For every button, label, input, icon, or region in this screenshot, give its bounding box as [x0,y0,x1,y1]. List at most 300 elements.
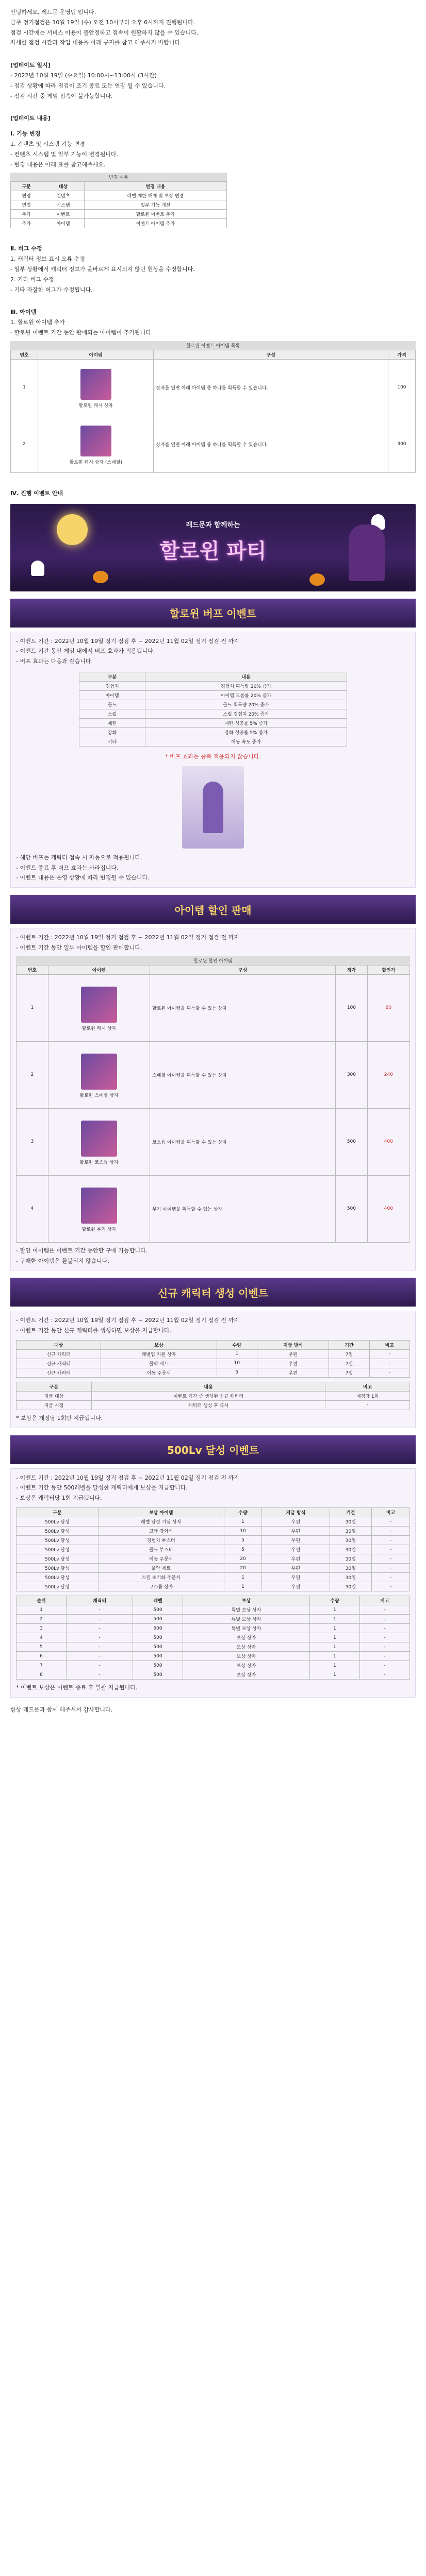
table-row [17,1536,410,1545]
buff-bottom-line: - 해당 버프는 캐릭터 접속 시 자동으로 적용됩니다. [16,854,142,861]
item-no: 1 [11,359,38,416]
table-cell: - [67,1670,133,1680]
table-cell: 6 [17,1652,67,1661]
table-cell: 할로윈 이벤트 추가 [84,210,226,219]
table-row [79,737,347,746]
sale-bottom-line: - 할인 아이템은 이벤트 기간 동안만 구매 가능합니다. [16,1247,148,1254]
table-cell: 지급 대상 [17,1391,92,1400]
table-cell: 1 [309,1642,359,1652]
new-char-bottom [16,1413,410,1423]
buff-line: - 버프 효과는 다음과 같습니다. [16,658,93,665]
table-header: 보상 아이템 [98,1508,224,1517]
table-cell: 20 [224,1564,262,1573]
sale-item-name: 할로윈 무기 상자 [81,1227,117,1232]
table-cell: 계정당 1회 [325,1391,410,1400]
table-row [11,359,416,416]
table-row [17,1041,410,1108]
table-cell: 500 [133,1633,183,1642]
table-header: 아이템 [48,965,150,974]
table-cell: 물약 세트 [98,1564,224,1573]
table-header: 구성 [150,965,336,974]
table-cell: 1 [309,1615,359,1624]
sale-bottom-line: - 구매한 아이템은 환불되지 않습니다. [16,1257,109,1264]
table-header: 지급 방식 [257,1340,329,1349]
table-cell: 재련 [79,718,145,727]
lv-event-header: 500Lv 달성 이벤트 [10,1435,416,1464]
table-cell: 500 [133,1624,183,1633]
table-cell: 물약 세트 [101,1359,217,1368]
table-cell: 우편 [262,1564,330,1573]
table-cell: - [359,1615,409,1624]
table-cell: 1 [224,1573,262,1582]
table-cell: 7일 [329,1349,369,1359]
buff-character-image [182,766,244,849]
table-cell: 7 [17,1661,67,1670]
bug-heading: Ⅱ. 버그 수정 [10,245,42,252]
lv-rank-table [16,1596,410,1680]
system-desc-line: - 변경 내용은 아래 표를 참고해주세요. [10,161,106,168]
table-cell: 20 [224,1554,262,1564]
table-cell: 30일 [330,1554,372,1564]
table-cell: 이동 주문서 [101,1368,217,1377]
buff-bottom-line: - 이벤트 종료 후 버프 효과는 사라집니다. [16,864,119,871]
table-cell: 지급 시점 [17,1400,92,1410]
table-cell: 1 [309,1633,359,1642]
table-cell: 골드 획득량 20% 증가 [145,700,347,709]
table-cell: 500Lv 달성 [17,1517,99,1527]
sale-item-image [81,1188,117,1224]
table-header: 구분 [79,672,145,681]
item-table-title: 할로윈 이벤트 아이템 목록 [10,341,416,350]
table-row [79,718,347,727]
item-name-cell [38,359,154,416]
table-row [17,1527,410,1536]
table-cell: - [67,1624,133,1633]
schedule-line: - 점검 상황에 따라 점검이 조기 종료 또는 연장 될 수 있습니다. [10,82,166,89]
system-table [10,181,227,228]
table-cell: 500 [133,1605,183,1615]
table-cell: 1 [309,1652,359,1661]
table-header: 기간 [330,1508,372,1517]
system-heading: Ⅰ. 기능 변경 [10,130,41,138]
table-cell: 1 [309,1605,359,1615]
table-cell: 보상 상자 [183,1642,310,1652]
table-row [17,1349,410,1359]
table-cell: - [369,1349,409,1359]
lv-bottom [16,1683,410,1693]
table-cell: 보상 상자 [183,1652,310,1661]
item-desc: 상자를 열면 아래 아이템 중 하나를 획득할 수 있습니다. [154,359,388,416]
item-table [10,350,416,473]
system-table-wrap [10,173,227,228]
table-header: 비고 [369,1340,409,1349]
table-cell: 일부 기능 개선 [84,200,226,210]
item-price: 300 [388,416,415,472]
lv-event-block [10,1468,416,1698]
sale-desc: 무기 아이템을 획득할 수 있는 상자 [150,1175,336,1242]
item-line: - 할로윈 이벤트 기간 동안 판매되는 아이템이 추가됩니다. [10,329,153,336]
intro-line: 자세한 점검 시간과 작업 내용을 아래 공지를 참고 해주시기 바랍니다. [10,39,182,46]
table-row [17,974,410,1041]
table-header: 구분 [17,1508,99,1517]
table-cell: 변경 [11,191,42,200]
item-name-cell [38,416,154,472]
table-header: 변경 내용 [84,182,226,191]
table-header: 구성 [154,350,388,359]
item-lines [10,317,416,338]
table-cell: 우편 [262,1536,330,1545]
table-row [11,219,227,228]
table-cell: 500Lv 달성 [17,1573,99,1582]
lv-line: - 이벤트 기간 : 2022년 10월 19일 정기 점검 후 ~ 2022년 11월 02일 정기 점검 전 까지 [16,1474,239,1481]
new-char-table [16,1340,410,1378]
table-header: 할인가 [367,965,409,974]
table-header: 내용 [91,1382,325,1391]
sale-item-image [81,1054,117,1090]
table-row [11,210,227,219]
table-cell: 1 [309,1670,359,1680]
pumpkin-icon [309,573,325,586]
table-cell: 500Lv 달성 [17,1536,99,1545]
buff-line: - 이벤트 기간 동안 게임 내에서 버프 효과가 적용됩니다. [16,648,155,655]
table-cell: 500Lv 달성 [17,1554,99,1564]
table-cell: 500 [133,1670,183,1680]
table-header: 수량 [309,1596,359,1605]
table-cell: 아이템 [42,219,84,228]
table-cell: 보상 상자 [183,1670,310,1680]
table-cell: 우편 [262,1545,330,1554]
table-row [11,200,227,210]
schedule-lines [10,71,416,101]
table-cell: - [359,1661,409,1670]
item-name: 할로윈 캐시 상자 [78,403,113,409]
table-cell: 우편 [262,1527,330,1536]
table-cell: 고급 강화석 [98,1527,224,1536]
sale-line: - 이벤트 기간 동안 일부 아이템을 할인 판매합니다. [16,944,142,951]
new-char-event-block [10,1311,416,1428]
table-cell: - [325,1400,410,1410]
pumpkin-icon [93,571,108,583]
table-row [79,690,347,700]
table-row [79,681,347,690]
table-cell: 골드 [79,700,145,709]
buff-note: * 버프 효과는 중복 적용되지 않습니다. [165,753,261,760]
buff-event-block [10,632,416,888]
system-table-title: 변경 내용 [10,173,227,181]
table-header: 보상 [183,1596,310,1605]
table-cell: 2 [17,1615,67,1624]
table-cell: - [372,1527,410,1536]
table-cell: - [369,1368,409,1377]
table-cell: 강화 성공률 5% 증가 [145,727,347,737]
system-sub1: 1. 컨텐츠 및 시스템 기능 변경 [10,140,85,147]
sale-discount-price: 400 [367,1108,409,1175]
buff-bottom [16,853,410,883]
table-row [17,1368,410,1377]
closing-lines [10,1705,416,1715]
table-header: 캐릭터 [67,1596,133,1605]
table-header: 순위 [17,1596,67,1605]
table-cell: 30일 [330,1564,372,1573]
table-cell: - [372,1573,410,1582]
table-row [17,1615,410,1624]
table-cell: 이벤트 [42,210,84,219]
table-cell: - [359,1670,409,1680]
table-header: 번호 [17,965,48,974]
table-cell: 스킬 경험치 20% 증가 [145,709,347,718]
sale-discount-price: 400 [367,1175,409,1242]
sale-event-block [10,928,416,1270]
table-cell: 컨텐츠 [42,191,84,200]
table-cell: 8 [17,1670,67,1680]
table-row [17,1642,410,1652]
table-row [17,1108,410,1175]
table-row [11,416,416,472]
table-cell: 재련 성공률 5% 증가 [145,718,347,727]
item-desc: 상자를 열면 아래 아이템 중 하나를 획득할 수 있습니다. [154,416,388,472]
table-cell: 추가 [11,210,42,219]
table-cell: 경험치 [79,681,145,690]
table-cell: 1 [217,1349,257,1359]
schedule-line: - 2022년 10월 19일 (수요일) 10:00시~13:00시 (3시간) [10,72,157,79]
sale-discount-price: 80 [367,974,409,1041]
table-cell: 우편 [262,1582,330,1591]
table-cell: 10 [224,1527,262,1536]
table-cell: 코스튬 상자 [98,1582,224,1591]
table-header: 기간 [329,1340,369,1349]
item-box-image [80,426,111,456]
intro-line: 안녕하세요, 레드문 운영팀 입니다. [10,9,96,15]
sale-no: 4 [17,1175,48,1242]
table-cell: 강화 [79,727,145,737]
table-row [79,700,347,709]
sale-lines [16,933,410,953]
table-row [11,191,227,200]
table-cell: - [359,1605,409,1615]
schedule-heading: [업데이트 일시] [10,62,51,69]
lv-bottom-line: * 이벤트 보상은 이벤트 종료 후 일괄 지급됩니다. [16,1684,138,1691]
buff-line: - 이벤트 기간 : 2022년 10월 19일 정기 점검 후 ~ 2022년 11월 02일 정기 점검 전 까지 [16,637,239,645]
table-cell: - [359,1652,409,1661]
sale-name-cell [48,1041,150,1108]
sale-bottom [16,1246,410,1266]
table-cell: 레벨업 지원 상자 [101,1349,217,1359]
table-row [79,709,347,718]
table-cell: 4 [17,1633,67,1642]
table-cell: 우편 [257,1349,329,1359]
table-cell: 1 [224,1517,262,1527]
table-cell: - [359,1624,409,1633]
table-cell: 1 [309,1624,359,1633]
table-cell: 5 [224,1545,262,1554]
table-cell: 30일 [330,1527,372,1536]
bug-line: - 기타 자잘한 버그가 수정됩니다. [10,286,93,293]
table-cell: 기타 [79,737,145,746]
buff-table [79,672,347,747]
table-cell: - [67,1605,133,1615]
new-char-event-header: 신규 캐릭터 생성 이벤트 [10,1278,416,1307]
table-cell: 500 [133,1661,183,1670]
table-cell: 1 [224,1582,262,1591]
sale-no: 1 [17,974,48,1041]
bug-line: 2. 기타 버그 수정 [10,276,54,283]
table-cell: 5 [217,1368,257,1377]
table-cell: 스킬 [79,709,145,718]
table-header: 대상 [42,182,84,191]
intro-line: 금주 정기점검은 10월 19일 (수) 오전 10시부터 오후 6시까지 진행됩니다. [10,19,195,26]
table-cell: 5 [17,1642,67,1652]
table-row [17,1545,410,1554]
table-row [17,1175,410,1242]
table-cell: 30일 [330,1573,372,1582]
table-header: 비고 [359,1596,409,1605]
table-cell: 아이템 드롭률 20% 증가 [145,690,347,700]
table-cell: 특별 보상 상자 [183,1605,310,1615]
table-row [17,1564,410,1573]
banner-title: 할로윈 파티 [159,539,267,563]
bug-line: - 일부 상황에서 캐릭터 정보가 올바르게 표시되지 않던 현상을 수정합니다. [10,265,195,273]
table-header: 보상 [101,1340,217,1349]
sale-name-cell [48,974,150,1041]
sale-price: 100 [336,974,368,1041]
table-cell: - [67,1633,133,1642]
table-cell: 30일 [330,1517,372,1527]
table-row [17,1624,410,1633]
new-char-lines [16,1315,410,1336]
table-cell: 이벤트 기간 중 생성된 신규 캐릭터 [91,1391,325,1400]
table-header: 아이템 [38,350,154,359]
intro-line: 점검 시간에는 서비스 이용이 불안정하고 접속이 원활하지 않을 수 있습니다. [10,29,199,36]
table-cell: 이동 속도 증가 [145,737,347,746]
banner-subtitle: 레드문과 함께하는 [186,521,240,529]
table-cell: 보상 상자 [183,1633,310,1642]
sale-event-header: 아이템 할인 판매 [10,895,416,924]
table-cell: 신규 캐릭터 [17,1349,101,1359]
event-section-label: Ⅳ. 진행 이벤트 안내 [10,489,63,497]
bug-lines [10,254,416,295]
table-row [17,1582,410,1591]
sale-table [16,965,410,1243]
table-cell: 7일 [329,1359,369,1368]
table-header: 대상 [17,1340,101,1349]
table-cell: 500Lv 달성 [17,1527,99,1536]
sale-item-name: 할로윈 캐시 상자 [81,1026,117,1031]
table-cell: 특별 보상 상자 [183,1615,310,1624]
sale-no: 3 [17,1108,48,1175]
table-cell: 스킬 초기화 주문서 [98,1573,224,1582]
table-cell: 30일 [330,1582,372,1591]
table-cell: 500 [133,1642,183,1652]
table-cell: 500 [133,1652,183,1661]
table-header: 지급 방식 [262,1508,330,1517]
item-box-image [80,369,111,400]
sale-desc: 스페셜 아이템을 획득할 수 있는 상자 [150,1041,336,1108]
lv-line: - 보상은 캐릭터당 1회 지급됩니다. [16,1495,102,1502]
table-row [17,1652,410,1661]
table-row [79,727,347,737]
table-cell: 변경 [11,200,42,210]
sale-item-image [81,1121,117,1157]
new-char-line: - 이벤트 기간 : 2022년 10월 19일 정기 점검 후 ~ 2022년 11월 02일 정기 점검 전 까지 [16,1317,239,1324]
table-header: 구분 [17,1382,92,1391]
item-price: 100 [388,359,415,416]
item-table-wrap [10,341,416,473]
table-cell: - [67,1661,133,1670]
table-cell: 30일 [330,1545,372,1554]
sale-name-cell [48,1175,150,1242]
table-cell: - [372,1536,410,1545]
table-cell: 500Lv 달성 [17,1545,99,1554]
table-cell: 레벨 제한 해제 및 보상 변경 [84,191,226,200]
table-cell: - [372,1517,410,1527]
table-cell: - [359,1633,409,1642]
table-cell: - [359,1642,409,1652]
sale-desc: 코스튬 아이템을 획득할 수 있는 상자 [150,1108,336,1175]
table-cell: - [67,1652,133,1661]
table-header: 비고 [372,1508,410,1517]
sale-discount-price: 240 [367,1041,409,1108]
table-cell: 시스템 [42,200,84,210]
table-cell: 1 [309,1661,359,1670]
table-cell: 경험치 부스터 [98,1536,224,1545]
sale-price: 500 [336,1108,368,1175]
sale-desc: 할로윈 아이템을 획득할 수 있는 상자 [150,974,336,1041]
sale-name-cell [48,1108,150,1175]
table-header: 번호 [11,350,38,359]
sale-item-image [81,987,117,1023]
new-char-line: - 이벤트 기간 동안 신규 캐릭터를 생성하면 보상을 지급합니다. [16,1327,172,1334]
table-header: 비고 [325,1382,410,1391]
table-cell: 골드 부스터 [98,1545,224,1554]
table-header: 정가 [336,965,368,974]
table-row [17,1400,410,1410]
table-cell: 10 [217,1359,257,1368]
item-no: 2 [11,416,38,472]
item-name: 할로윈 캐시 상자 (스페셜) [69,460,122,465]
table-header: 내용 [145,672,347,681]
system-desc-line: - 컨텐츠 시스템 및 일부 기능이 변경됩니다. [10,150,119,158]
table-cell: - [67,1615,133,1624]
sale-item-name: 할로윈 코스튬 상자 [79,1160,119,1165]
table-cell: 보상 상자 [183,1661,310,1670]
sale-price: 300 [336,1041,368,1108]
update-heading: [업데이트 내용] [10,115,51,122]
table-cell: 특별 보상 상자 [183,1624,310,1633]
table-cell: - [369,1359,409,1368]
bug-line: 1. 캐릭터 정보 표시 오류 수정 [10,256,85,263]
table-header: 구분 [11,182,42,191]
table-cell: 신규 캐릭터 [17,1359,101,1368]
halloween-banner [10,504,416,591]
lv-reward-table [16,1507,410,1591]
table-cell: 레벨 달성 기념 상자 [98,1517,224,1527]
buff-lines [16,636,410,667]
table-row [17,1554,410,1564]
table-row [17,1573,410,1582]
table-row [17,1605,410,1615]
table-row [17,1359,410,1368]
table-row [17,1633,410,1642]
schedule-line: - 점검 시간 중 게임 접속이 불가능합니다. [10,92,113,99]
new-char-table2 [16,1382,410,1410]
sale-item-name: 할로윈 스페셜 상자 [79,1093,119,1098]
table-row [17,1670,410,1680]
table-header: 가격 [388,350,415,359]
buff-bottom-line: - 이벤트 내용은 운영 상황에 따라 변경될 수 있습니다. [16,874,150,882]
table-cell: 우편 [262,1517,330,1527]
table-cell: - [67,1642,133,1652]
table-row [17,1661,410,1670]
